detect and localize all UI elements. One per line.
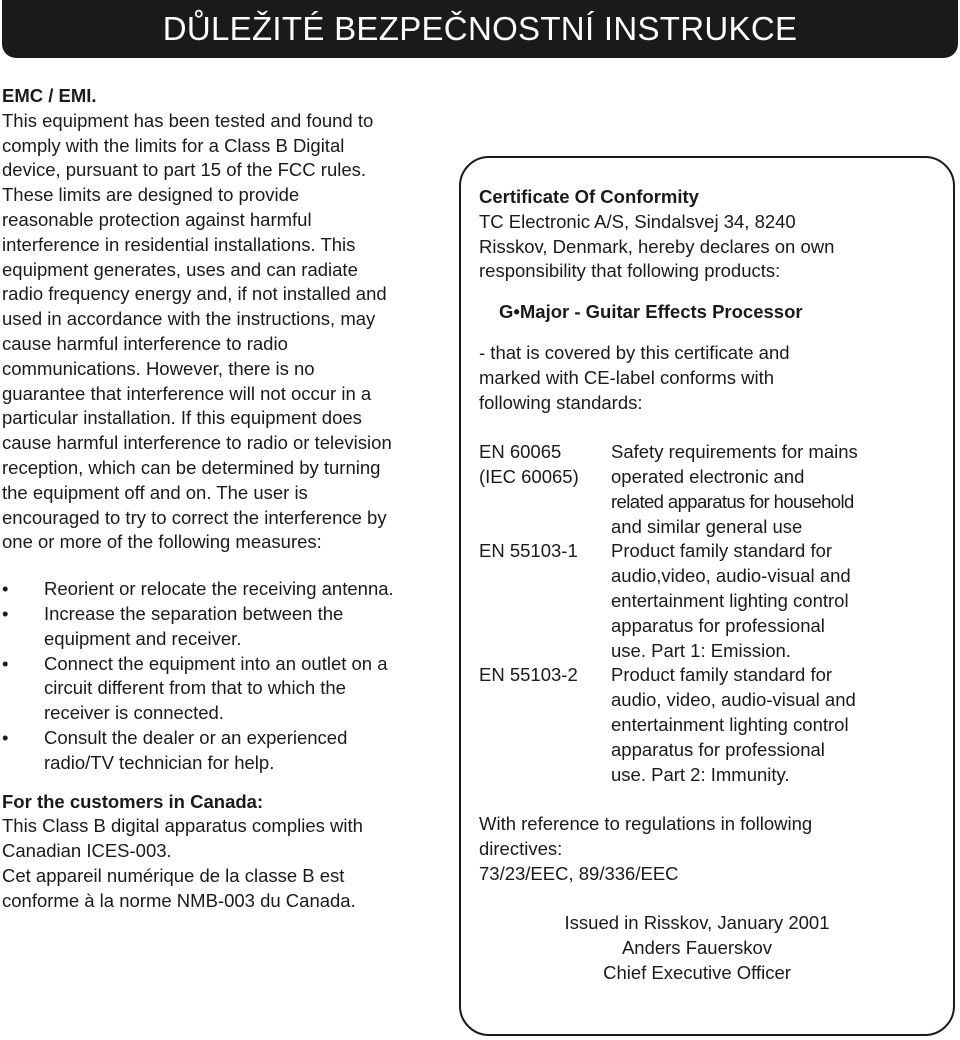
canada-section (2, 790, 442, 914)
standard-entry (479, 539, 935, 663)
emc-line: interference in residential installations. This (2, 233, 356, 255)
emc-line: communications. However, there is no (2, 357, 315, 379)
emc-line: particular installation. If this equipment does (2, 407, 362, 429)
reference-line: directives: (479, 837, 563, 859)
standard-desc-line: apparatus for professional (611, 614, 825, 636)
emc-line: encouraged to try to correct the interference by (2, 506, 387, 528)
emc-line: comply with the limits for a Class B Digital (2, 134, 345, 156)
standard-code (479, 440, 611, 539)
emc-line: used in accordance with the instructions, may (2, 308, 376, 330)
emc-line: reasonable protection against harmful (2, 208, 312, 230)
list-item (2, 726, 442, 776)
certificate-intro-line: Risskov, Denmark, hereby declares on own (479, 235, 835, 257)
covered-line: following standards: (479, 391, 643, 413)
standard-desc-line: audio, video, audio-visual and (611, 689, 856, 711)
standard-desc-line: audio,video, audio-visual and (611, 565, 851, 587)
signatory-title: Chief Executive Officer (603, 961, 791, 983)
canada-line: This Class B digital apparatus complies with (2, 815, 363, 837)
certificate-heading: Certificate Of Conformity (479, 186, 699, 207)
certificate-intro-line: TC Electronic A/S, Sindalsvej 34, 8240 (479, 210, 796, 232)
list-item (2, 602, 442, 652)
covered-line: - that is covered by this certificate and (479, 341, 790, 363)
issued-line: Issued in Risskov, January 2001 (564, 912, 830, 934)
canada-line: Cet appareil numérique de la classe B est (2, 864, 345, 886)
canada-line: conforme à la norme NMB-003 du Canada. (2, 889, 356, 911)
standard-code-line: (IEC 60065) (479, 465, 579, 487)
page-title: DŮLEŽITÉ BEZPEČNOSTNÍ INSTRUKCE (162, 10, 798, 47)
standard-desc-line: entertainment lighting control (611, 589, 849, 611)
standard-description (611, 539, 881, 663)
emc-line: one or more of the following measures: (2, 531, 322, 553)
measure-line: receiver is connected. (44, 702, 224, 724)
standard-desc-line: operated electronic and (611, 465, 805, 487)
emc-section (2, 84, 442, 914)
standard-desc-line: Product family standard for (611, 664, 833, 686)
reference-line: With reference to regulations in following (479, 813, 813, 835)
product-name: G•Major - Guitar Effects Processor (499, 301, 803, 323)
covered-line: marked with CE-label conforms with (479, 366, 775, 388)
signatory-name: Anders Fauerskov (621, 937, 773, 959)
standard-desc-line: apparatus for professional (611, 738, 825, 760)
certificate-intro-line: responsibility that following products: (479, 260, 781, 282)
emc-line: reception, which can be determined by turning (2, 456, 381, 478)
emc-line: the equipment off and on. The user is (2, 481, 308, 503)
standards-list (479, 440, 935, 787)
measure-line: radio/TV technician for help. (44, 751, 275, 773)
canada-heading: For the customers in Canada: (2, 790, 264, 812)
standard-desc-line: Product family standard for (611, 540, 833, 562)
measure-line: equipment and receiver. (44, 627, 242, 649)
standard-desc-line: and similar general use (611, 515, 803, 537)
standard-desc-line: use. Part 2: Immunity. (611, 763, 790, 785)
measure-line: • Consult the dealer or an experienced (44, 726, 348, 748)
emc-line: cause harmful interference to radio (2, 332, 288, 354)
measure-line: • Increase the separation between the (44, 602, 344, 624)
standard-desc-line: related apparatus for household (611, 490, 854, 512)
emc-line: cause harmful interference to radio or television (2, 432, 392, 454)
reference-line: 73/23/EEC, 89/336/EEC (479, 862, 679, 884)
list-item (2, 577, 442, 602)
emc-body (2, 109, 442, 555)
standard-entry (479, 440, 935, 539)
signature-block (479, 911, 935, 985)
emc-line: radio frequency energy and, if not installed and (2, 283, 387, 305)
standard-desc-line: entertainment lighting control (611, 713, 849, 735)
measures-list (2, 577, 442, 775)
standard-description (611, 440, 881, 539)
standard-entry (479, 663, 935, 787)
standard-code (479, 539, 611, 663)
measure-line: • Reorient or relocate the receiving antenna. (44, 578, 394, 600)
title-banner (2, 0, 958, 58)
emc-line: device, pursuant to part 15 of the FCC rules. (2, 159, 367, 181)
standard-desc-line: use. Part 1: Emission. (611, 639, 791, 661)
list-item (2, 652, 442, 726)
standard-code-line: EN 55103-1 (479, 540, 578, 562)
emc-line: These limits are designed to provide (2, 184, 300, 206)
measure-line: • Connect the equipment into an outlet on a (44, 652, 388, 674)
standard-code-line: EN 55103-2 (479, 664, 578, 686)
emc-line: guarantee that interference will not occur in a (2, 382, 372, 404)
emc-line: equipment generates, uses and can radiate (2, 258, 358, 280)
standard-desc-line: Safety requirements for mains (611, 441, 858, 463)
canada-line: Canadian ICES-003. (2, 840, 172, 862)
standard-code (479, 663, 611, 787)
standard-code-line: EN 60065 (479, 441, 562, 463)
emc-heading: EMC / EMI. (2, 85, 97, 106)
emc-line: This equipment has been tested and found to (2, 109, 374, 131)
measure-line: circuit different from that to which the (44, 677, 346, 699)
standard-description (611, 663, 881, 787)
certificate-box (459, 156, 955, 1036)
